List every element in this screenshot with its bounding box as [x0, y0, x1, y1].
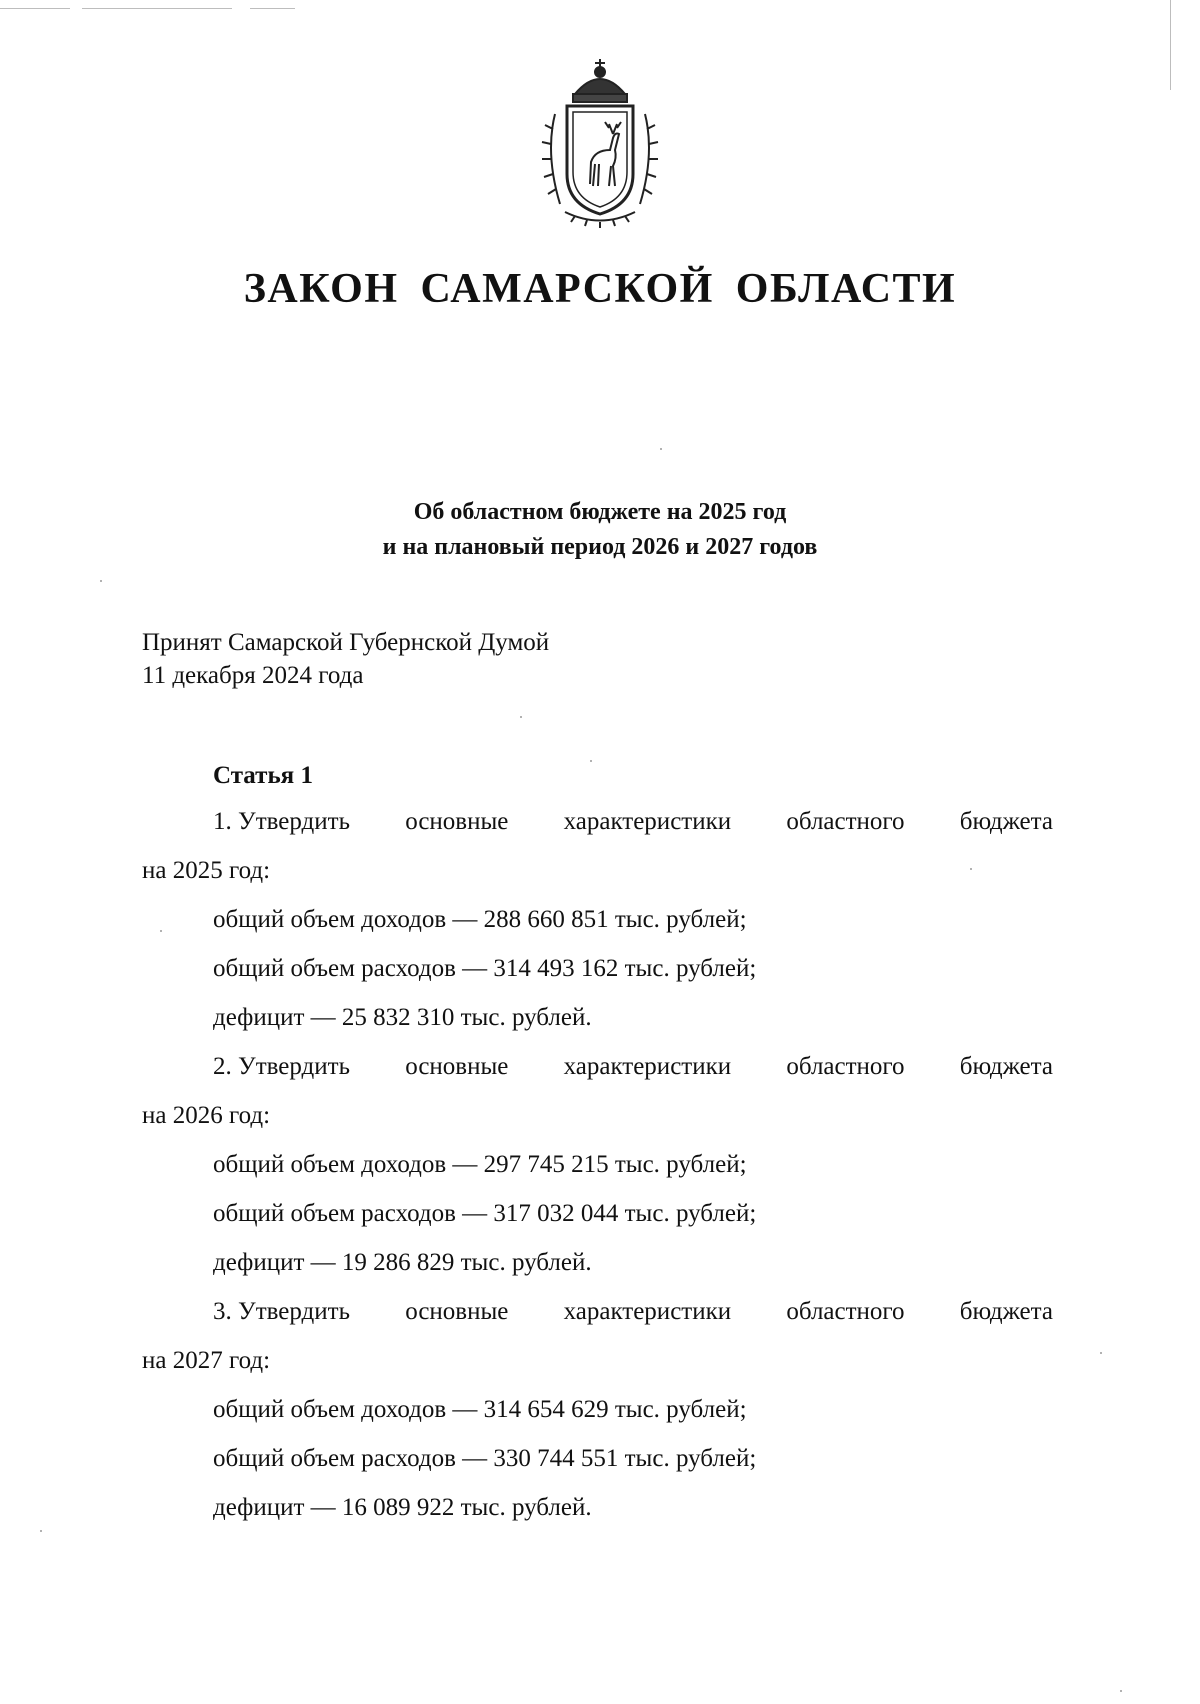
scan-speck — [520, 716, 522, 718]
scan-speck — [160, 930, 162, 932]
item-word: областного — [786, 1053, 905, 1080]
scan-speck — [100, 580, 102, 582]
item-word: 2. Утвердить — [213, 1053, 350, 1080]
item-2-continuation: на 2026 год: — [142, 1102, 271, 1129]
scan-speck — [1100, 1352, 1102, 1354]
article-heading: Статья 1 — [213, 762, 313, 789]
item-word: 1. Утвердить — [213, 808, 350, 835]
samara-coat-of-arms-icon — [525, 54, 675, 234]
item-3-continuation: на 2027 год: — [142, 1347, 271, 1374]
item-word: характеристики — [563, 808, 732, 835]
scan-artifact-line — [82, 8, 232, 9]
scan-speck — [970, 868, 972, 870]
law-subtitle — [0, 495, 1200, 565]
item-2-expenses: общий объем расходов — 317 032 044 тыс. рублей; — [213, 1200, 757, 1227]
item-word: основные — [405, 1298, 509, 1325]
scan-speck — [590, 760, 592, 762]
item-word: характеристики — [563, 1053, 732, 1080]
item-2-income: общий объем доходов — 297 745 215 тыс. рублей; — [213, 1151, 747, 1178]
scan-speck — [1120, 1690, 1122, 1692]
item-1-first-line — [213, 808, 1053, 836]
item-word: бюджета — [959, 1053, 1053, 1080]
scan-artifact-line — [1170, 0, 1171, 90]
item-word: бюджета — [959, 1298, 1053, 1325]
item-word: областного — [786, 1298, 905, 1325]
item-2-deficit: дефицит — 19 286 829 тыс. рублей. — [213, 1249, 592, 1276]
item-word: основные — [405, 808, 509, 835]
item-word: 3. Утвердить — [213, 1298, 350, 1325]
scan-speck — [660, 448, 662, 450]
item-3-expenses: общий объем расходов — 330 744 551 тыс. рублей; — [213, 1445, 757, 1472]
subtitle-line-1: Об областном бюджете на 2025 год — [413, 499, 787, 525]
scan-speck — [40, 1530, 42, 1532]
item-3-first-line — [213, 1298, 1053, 1326]
item-word: характеристики — [563, 1298, 732, 1325]
item-word: основные — [405, 1053, 509, 1080]
item-1-income: общий объем доходов — 288 660 851 тыс. рублей; — [213, 906, 747, 933]
scan-artifact-line — [0, 8, 70, 9]
scan-artifact-line — [250, 8, 295, 9]
law-title: ЗАКОН САМАРСКОЙ ОБЛАСТИ — [243, 266, 957, 312]
item-3-deficit: дефицит — 16 089 922 тыс. рублей. — [213, 1494, 592, 1521]
item-2-first-line — [213, 1053, 1053, 1081]
item-1-continuation: на 2025 год: — [142, 857, 271, 884]
item-1-deficit: дефицит — 25 832 310 тыс. рублей. — [213, 1004, 592, 1031]
subtitle-line-2: и на плановый период 2026 и 2027 годов — [382, 534, 818, 560]
adoption-date: 11 декабря 2024 года — [142, 662, 364, 689]
item-3-income: общий объем доходов — 314 654 629 тыс. рублей; — [213, 1396, 747, 1423]
item-1-expenses: общий объем расходов — 314 493 162 тыс. рублей; — [213, 955, 757, 982]
adoption-body: Принят Самарской Губернской Думой — [142, 629, 550, 656]
item-word: бюджета — [959, 808, 1053, 835]
adoption-note — [142, 626, 549, 692]
item-word: областного — [786, 808, 905, 835]
